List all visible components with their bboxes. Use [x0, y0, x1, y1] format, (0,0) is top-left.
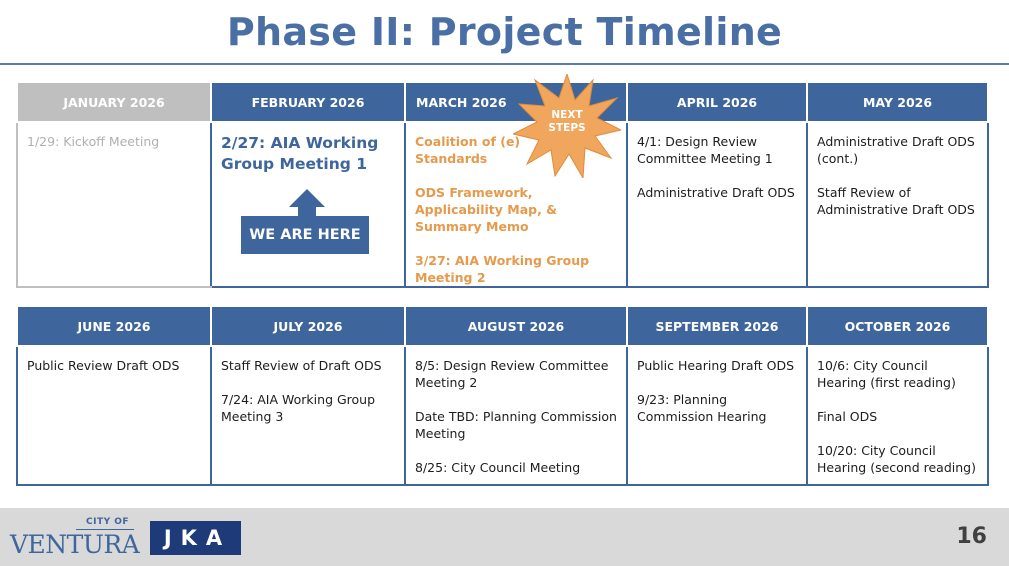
month-header-march: MARCH 2026 — [405, 83, 627, 122]
month-cell-april — [627, 122, 807, 287]
timeline-item: Administrative Draft ODS (cont.) — [817, 134, 975, 166]
timeline-table-row2 — [16, 307, 989, 486]
jka-logo: JKA — [150, 521, 241, 555]
timeline-item: 7/24: AIA Working Group Meeting 3 — [221, 392, 376, 424]
month-cell-october — [807, 346, 988, 485]
timeline-item: 4/1: Design Review Committee Meeting 1 — [637, 134, 773, 166]
timeline-item: 10/6: City Council Hearing (first reading) — [817, 358, 956, 390]
up-arrow-stem — [298, 206, 316, 216]
timeline-item: Public Hearing Draft ODS — [637, 358, 795, 373]
timeline-item: Coalition of (e) Standards — [415, 134, 521, 166]
month-header-february: FEBRUARY 2026 — [211, 83, 405, 122]
timeline-item: 10/20: City Council Hearing (second reading) — [817, 443, 976, 475]
timeline-item: Staff Review of Draft ODS — [221, 358, 382, 373]
logo-ventura-text: VENTURA — [10, 530, 140, 559]
month-header-january: JANUARY 2026 — [17, 83, 211, 122]
current-milestone: 2/27: AIA Working Group Meeting 1 — [221, 134, 379, 173]
month-header-september: SEPTEMBER 2026 — [627, 307, 807, 346]
timeline-item: 9/23: Planning Commission Hearing — [637, 392, 767, 424]
we-are-here-marker — [221, 175, 395, 265]
logo-city-of-text: CITY OF — [86, 517, 130, 527]
month-header-august: AUGUST 2026 — [405, 307, 627, 346]
month-header-may: MAY 2026 — [807, 83, 988, 122]
month-cell-june — [17, 346, 211, 485]
month-header-july: JULY 2026 — [211, 307, 405, 346]
month-header-october: OCTOBER 2026 — [807, 307, 988, 346]
timeline-item: 3/27: AIA Working Group Meeting 2 — [415, 253, 590, 285]
timeline-item: Administrative Draft ODS — [637, 185, 795, 200]
timeline-item: Public Review Draft ODS — [27, 358, 180, 373]
month-cell-september — [627, 346, 807, 485]
month-cell-january — [17, 122, 211, 287]
timeline-table-row1 — [16, 83, 989, 288]
timeline-item: 1/29: Kickoff Meeting — [27, 134, 160, 149]
up-arrow-icon — [289, 189, 325, 207]
page-title: Phase II: Project Timeline — [226, 10, 783, 54]
we-are-here-label: WE ARE HERE — [241, 216, 369, 254]
footer-bar — [0, 508, 1009, 566]
timeline-item: Date TBD: Planning Commission Meeting — [415, 409, 617, 441]
month-cell-february — [211, 122, 405, 287]
title-divider — [0, 63, 1009, 65]
month-cell-may — [807, 122, 988, 287]
page-number: 16 — [956, 524, 987, 549]
month-cell-july — [211, 346, 405, 485]
next-steps-line1: NEXT — [551, 109, 583, 121]
timeline-item: ODS Framework, Applicability Map, & Summary Memo — [415, 185, 558, 234]
next-steps-line2: STEPS — [548, 122, 586, 134]
timeline-item: Staff Review of Administrative Draft ODS — [817, 185, 975, 217]
month-header-april: APRIL 2026 — [627, 83, 807, 122]
month-header-june: JUNE 2026 — [17, 307, 211, 346]
month-cell-august — [405, 346, 627, 485]
timeline-item: 8/25: City Council Meeting — [415, 460, 581, 475]
timeline-item: 8/5: Design Review Committee Meeting 2 — [415, 358, 609, 390]
city-of-ventura-logo — [8, 516, 138, 562]
next-steps-label — [513, 109, 621, 135]
timeline-item: Final ODS — [817, 409, 878, 424]
